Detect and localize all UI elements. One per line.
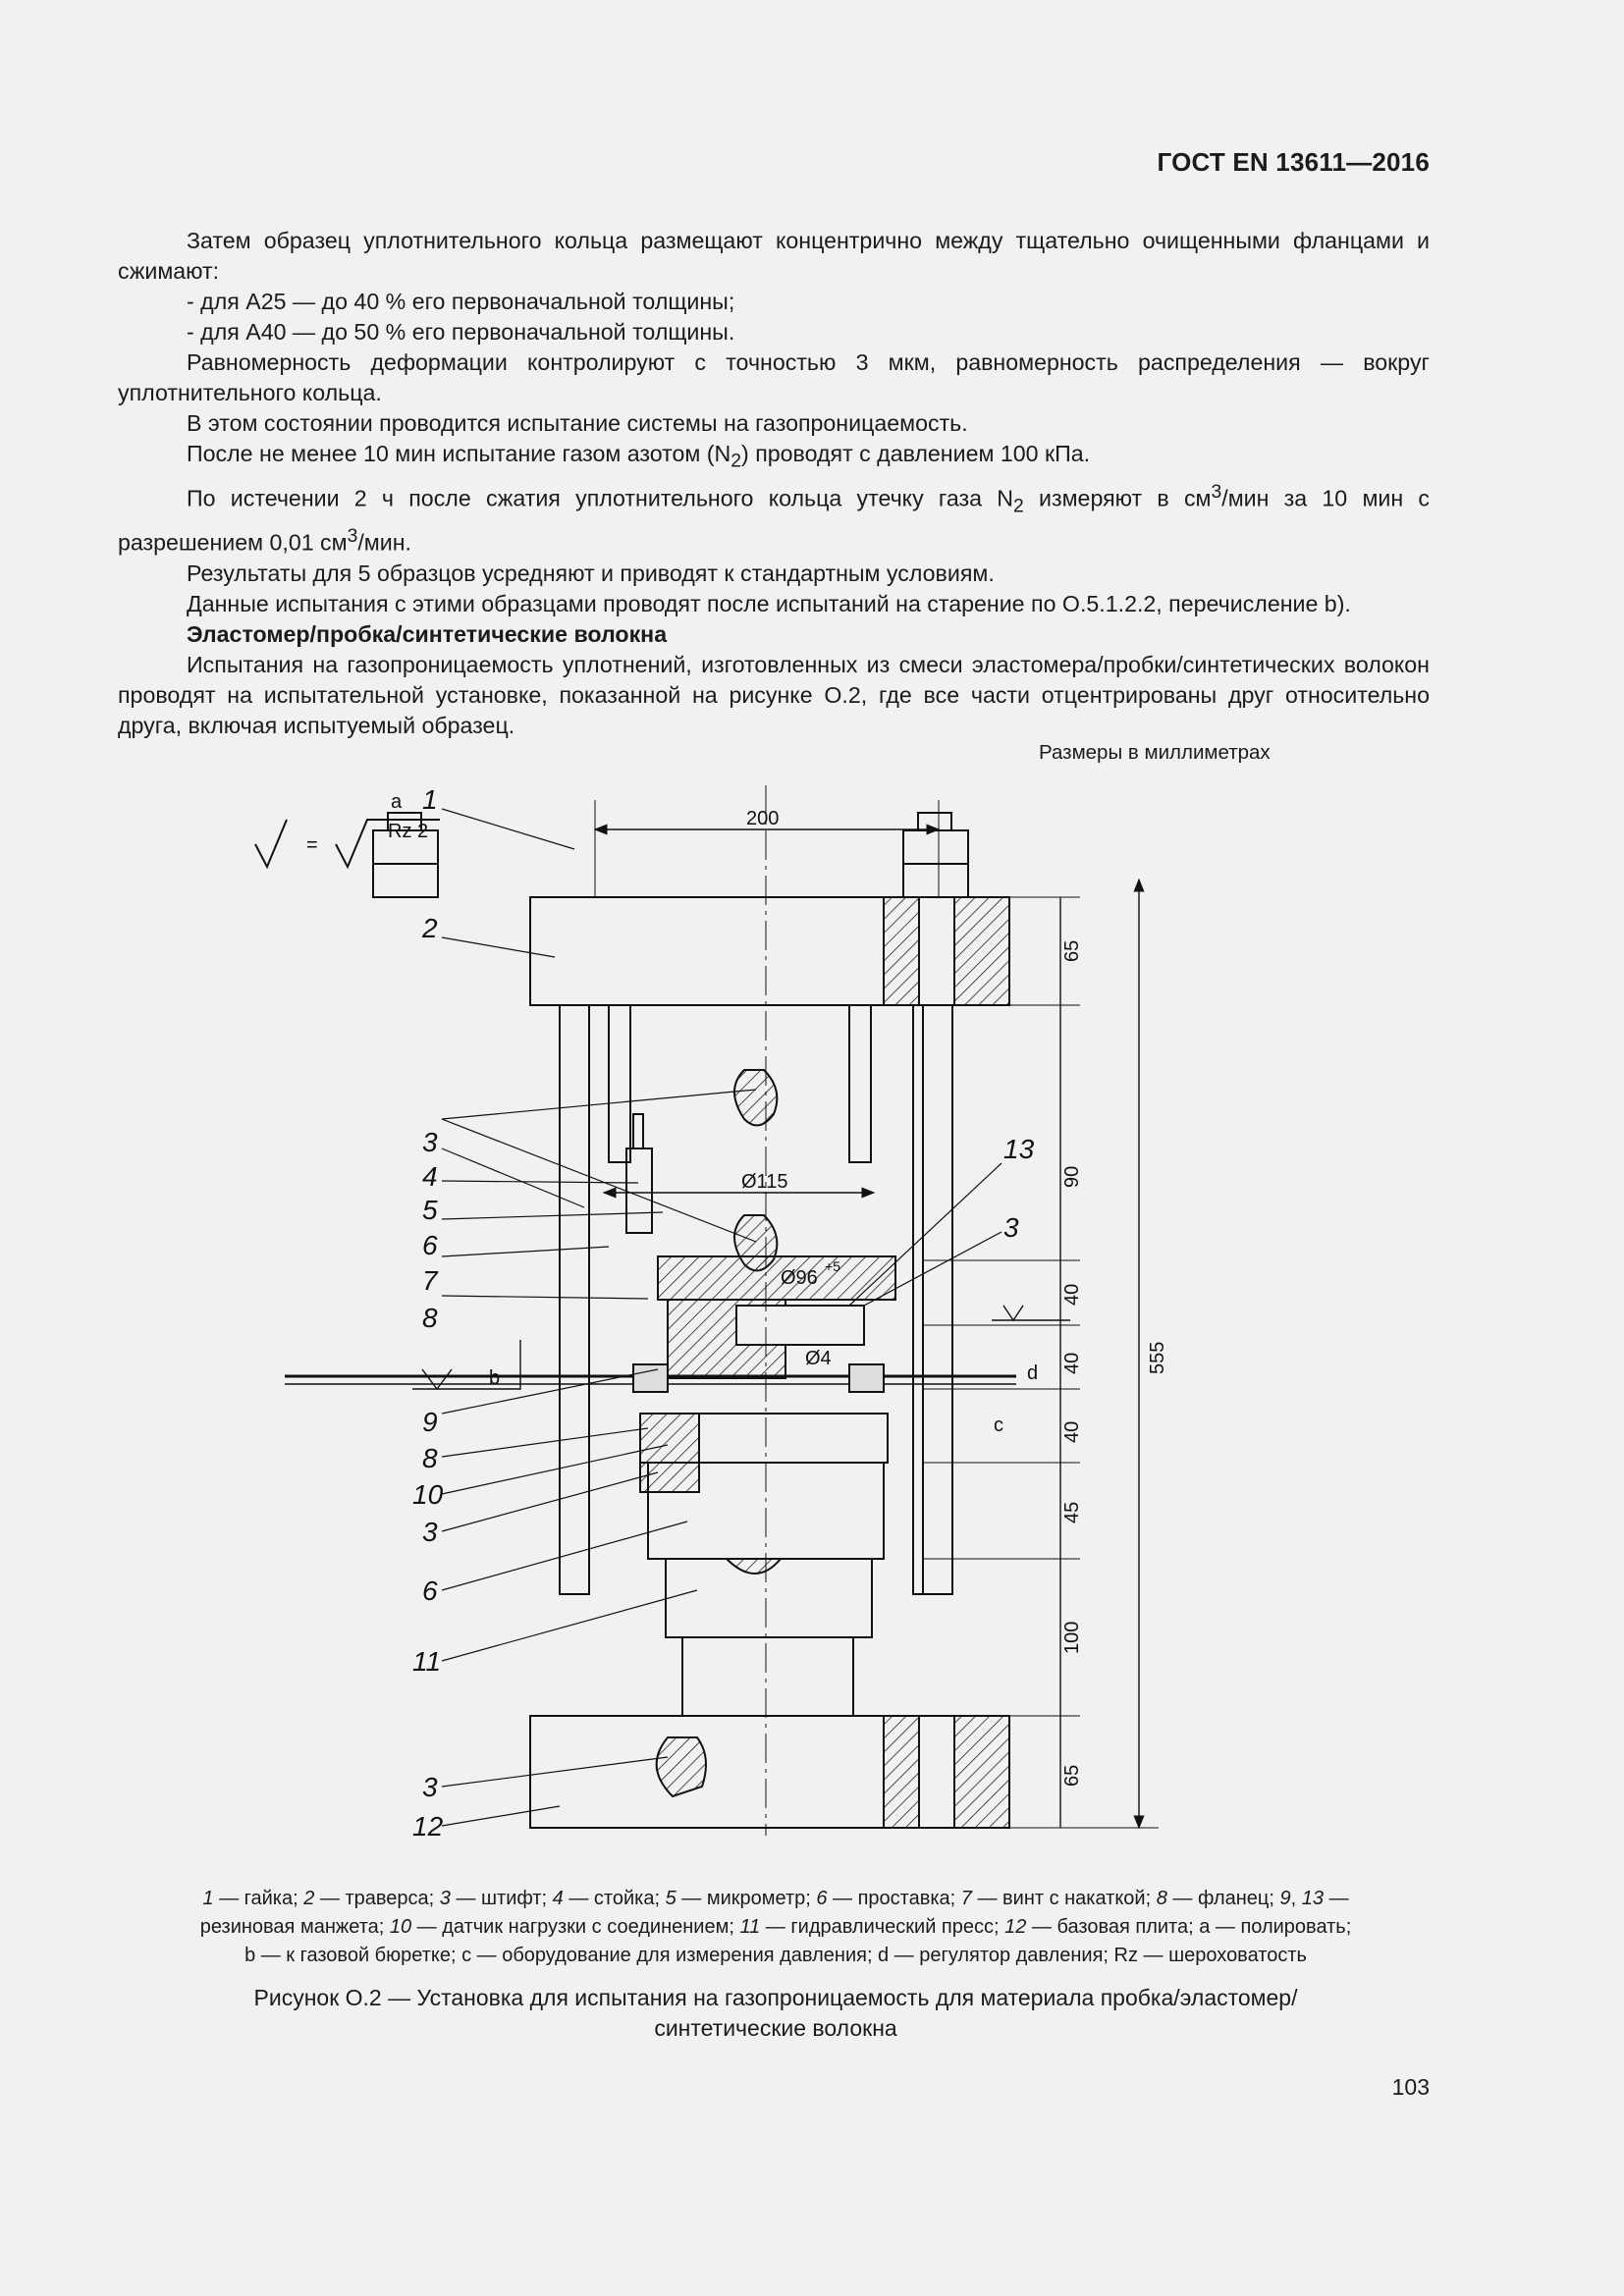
svg-text:=: = [306, 834, 318, 856]
svg-text:3: 3 [422, 1772, 438, 1802]
legend-line: b — к газовой бюретке; c — оборудование для измерения давления; d — регулятор давления; Rz — шероховатость [244, 1945, 1307, 1966]
list-item: - для А25 — до 40 % его первоначальной толщины; [187, 289, 735, 314]
paragraph: По истечении 2 ч после сжатия уплотнительного кольца утечку газа $N_2$ измеряют в $см^3$/мин за 10 мин с разрешением 0,01 $см^3$/мин. [118, 481, 1430, 556]
svg-text:8: 8 [422, 1303, 438, 1333]
paragraph: После не менее 10 мин испытание газом азотом $(N_2)$ проводят с давлением 100 кПа. [187, 441, 1091, 472]
svg-text:40: 40 [1061, 1352, 1083, 1374]
paragraph: Результаты для 5 образцов усредняют и приводят к стандартным условиям. [187, 560, 995, 586]
legend-text: — датчик нагрузки с соединением; [411, 1916, 740, 1938]
legend-key: 2 [303, 1888, 315, 1909]
svg-text:3: 3 [1003, 1212, 1019, 1243]
svg-text:b: b [489, 1367, 501, 1389]
legend-key: 4 [552, 1888, 564, 1909]
legend-text: — гайка; [213, 1888, 304, 1909]
svg-text:a: a [391, 791, 403, 813]
legend-text: — проставка; [827, 1888, 961, 1909]
roughness-symbol [255, 820, 287, 867]
column-right [923, 1005, 952, 1594]
legend-key: 1 [202, 1888, 214, 1909]
page-number: 103 [1391, 2074, 1430, 2100]
legend-text: — микрометр; [676, 1888, 817, 1909]
svg-text:5: 5 [422, 1195, 438, 1225]
svg-text:12: 12 [412, 1811, 444, 1842]
legend-text: — траверса; [314, 1888, 440, 1909]
dim-d4: Ø4 [805, 1348, 832, 1369]
svg-text:6: 6 [422, 1230, 438, 1260]
svg-text:3: 3 [422, 1127, 438, 1157]
test-rig-drawing [236, 775, 1218, 1855]
svg-text:45: 45 [1061, 1501, 1083, 1523]
svg-text:8: 8 [422, 1443, 438, 1473]
legend-key: 5 [665, 1888, 677, 1909]
svg-text:d: d [1027, 1362, 1039, 1384]
paragraph: Испытания на газопроницаемость уплотнений, изготовленных из смеси эластомера/пробки/синтетических волокон проводят на испытательной установке, показанной на рисунке О.2, где все части отцентрированы друг относительно друга, включая испытуемый образец. [118, 651, 1430, 738]
svg-text:11: 11 [412, 1646, 442, 1677]
units-note: Размеры в миллиметрах [1039, 741, 1271, 764]
nut-right-upper [903, 830, 968, 864]
legend-key: 12 [1004, 1916, 1027, 1938]
svg-text:6: 6 [422, 1575, 438, 1606]
svg-text:65: 65 [1061, 1764, 1083, 1787]
svg-text:Rz 2: Rz 2 [388, 821, 429, 842]
nut-right-lower [903, 864, 968, 897]
legend-text: — штифт; [450, 1888, 553, 1909]
legend-key: 9 [1279, 1888, 1291, 1909]
legend-line [128, 1885, 1424, 1913]
svg-text:555: 555 [1147, 1341, 1168, 1374]
hydraulic-press [666, 1559, 872, 1637]
svg-text:1: 1 [422, 784, 438, 815]
legend-key: 3 [439, 1888, 451, 1909]
dim-d96: Ø96 [781, 1267, 818, 1289]
dim-width: 200 [746, 808, 780, 829]
svg-text:4: 4 [422, 1161, 438, 1192]
svg-text:65: 65 [1061, 939, 1083, 962]
list-item: - для А40 — до 50 % его первоначальной толщины. [187, 319, 735, 345]
svg-text:100: 100 [1061, 1621, 1083, 1654]
legend-text: — фланец; [1166, 1888, 1280, 1909]
document-header: ГОСТ EN 13611—2016 [1157, 147, 1430, 177]
legend-text: резиновая манжета; [199, 1916, 390, 1938]
dim-d115: Ø115 [741, 1171, 788, 1193]
upper-flange [658, 1256, 895, 1300]
svg-text:2: 2 [422, 913, 438, 943]
nut-left-lower [373, 864, 438, 897]
svg-text:40: 40 [1061, 1283, 1083, 1306]
svg-text:+5: +5 [825, 1258, 840, 1274]
svg-text:13: 13 [1003, 1134, 1035, 1164]
column-left [560, 1005, 589, 1594]
paragraph: Затем образец уплотнительного кольца размещают концентрично между тщательно очищенными фланцами и сжимают: [118, 228, 1430, 284]
figure-legend [128, 1885, 1424, 1970]
paragraph: Данные испытания с этими образцами проводят после испытаний на старение по О.5.1.2.2, перечисление b). [187, 590, 1351, 616]
svg-text:7: 7 [422, 1265, 438, 1296]
legend-text: — [1324, 1888, 1349, 1909]
legend-text: — стойка; [563, 1888, 666, 1909]
section-heading: Эластомер/пробка/синтетические волокна [187, 620, 668, 647]
legend-text: — винт с накаткой; [971, 1888, 1157, 1909]
svg-text:3: 3 [422, 1517, 438, 1547]
legend-key: 11 [739, 1916, 761, 1938]
paragraph: В этом состоянии проводится испытание системы на газопроницаемость. [187, 410, 968, 436]
svg-text:90: 90 [1061, 1165, 1083, 1188]
legend-text: — базовая плита; а — полировать; [1026, 1916, 1352, 1938]
svg-text:c: c [994, 1415, 1003, 1436]
legend-key: 6 [816, 1888, 828, 1909]
svg-text:9: 9 [422, 1407, 438, 1437]
legend-text: , [1290, 1888, 1302, 1909]
svg-text:40: 40 [1061, 1420, 1083, 1443]
figure-caption: Рисунок О.2 — Установка для испытания на газопроницаемость для материала пробка/эластомер/ синтетические волокна [253, 1985, 1298, 2041]
body-text [118, 226, 1430, 741]
legend-key: 8 [1156, 1888, 1167, 1909]
legend-key: 7 [960, 1888, 972, 1909]
svg-text:10: 10 [412, 1479, 444, 1510]
legend-text: — гидравлический пресс; [760, 1916, 1005, 1938]
legend-key: 10 [389, 1916, 412, 1938]
legend-line [128, 1913, 1424, 1942]
paragraph: Равномерность деформации контролируют с точностью 3 мкм, равномерность распределения — вокруг уплотнительного кольца. [118, 349, 1430, 405]
legend-key: 13 [1301, 1888, 1325, 1909]
